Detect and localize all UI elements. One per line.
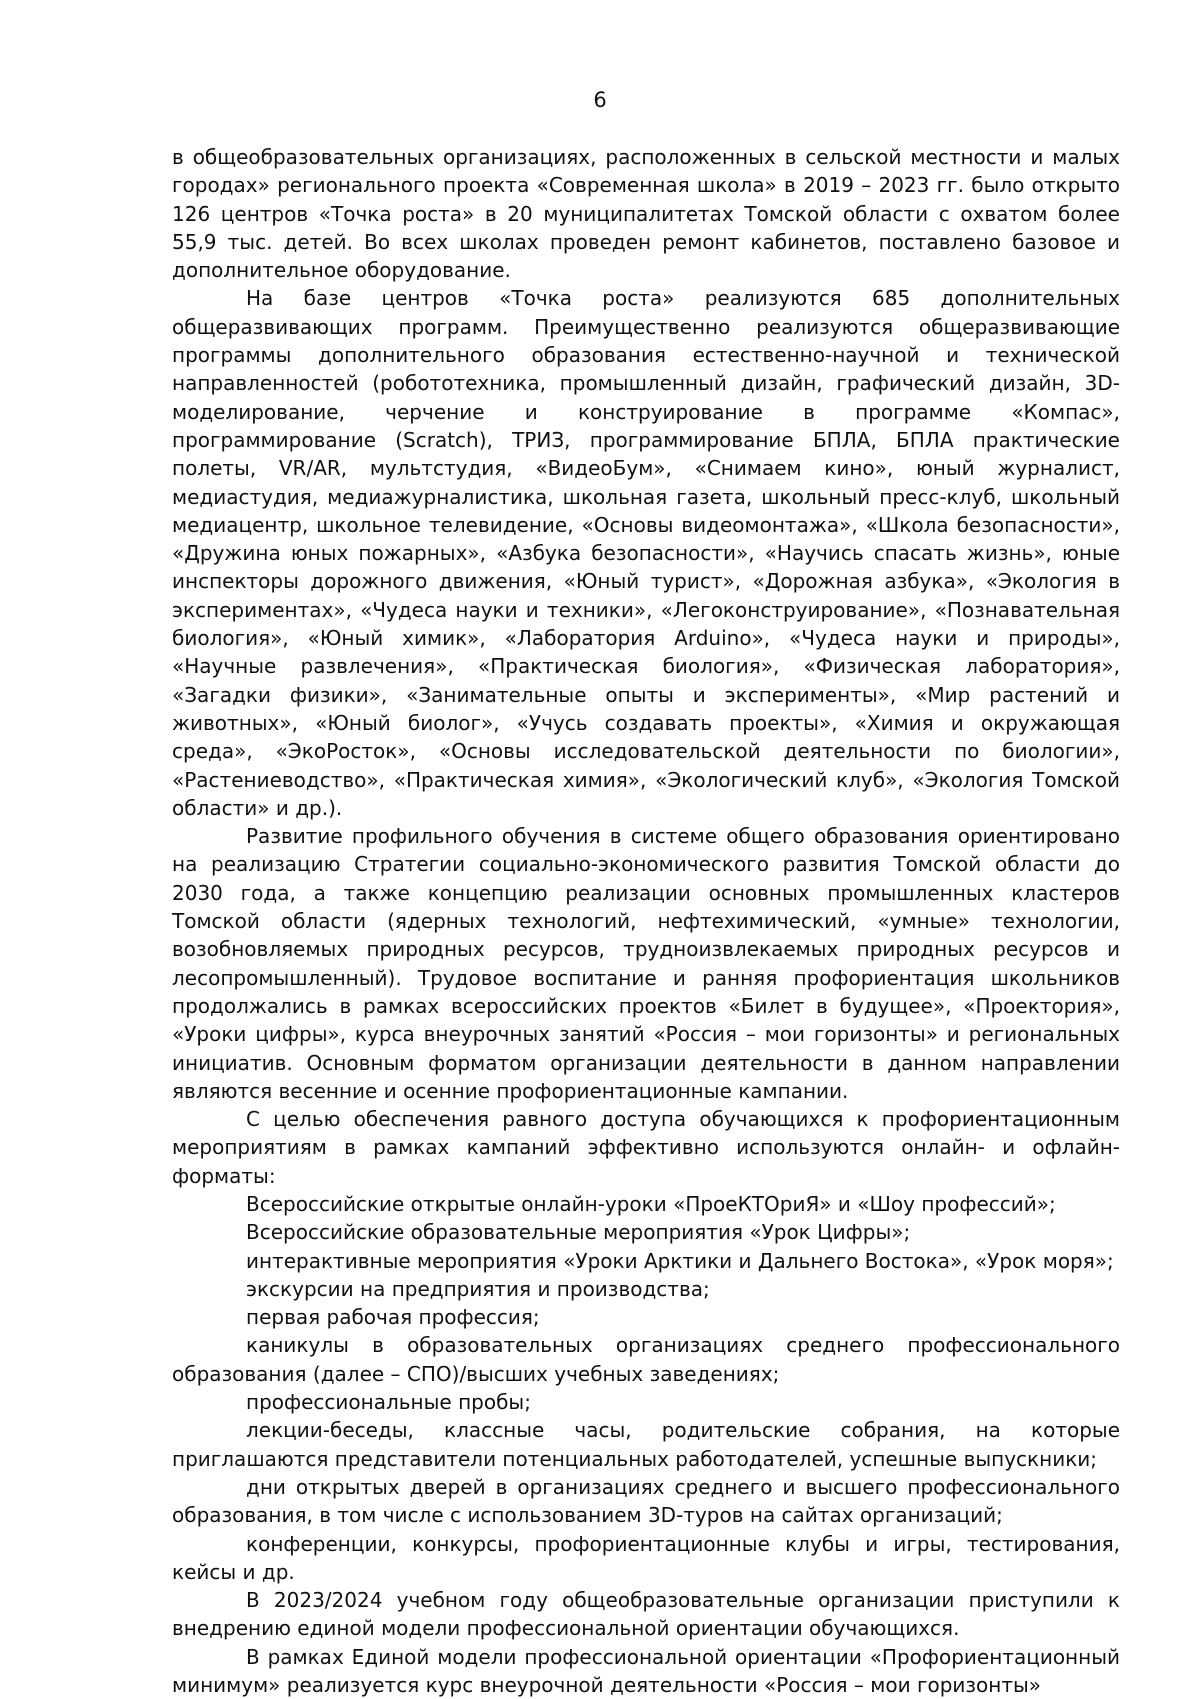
list-item: дни открытых дверей в организациях среднего и высшего профессионального образования, в том числе с использованием 3D-туров на сайтах организаций; [172,1474,1120,1528]
paragraph: Развитие профильного обучения в системе общего образования ориентировано на реализацию Стратегии социально-экономического развития Томской области до 2030 года, а также концепцию реализации основных промышленных кластеров Томской области (ядерных технологий, нефтехимический, «умные» технологии, возобновляемых природных ресурсов, трудноизвлекаемых природных ресурсов и лесопромышленный). Трудовое воспитание и ранняя профориентация школьников продолжались в рамках всероссийских проектов «Билет в будущее», «Проектория», «Уроки цифры», курса внеурочных занятий «Россия – мои горизонты» и региональных инициатив. Основным форматом организации деятельности в данном направлении являются весенние и осенние профориентационные кампании. [172,824,1120,1103]
paragraph: На базе центров «Точка роста» реализуются 685 дополнительных общеразвивающих программ. Преимущественно реализуются общеразвивающие программы дополнительного образования естественно-научной и технической направленностей (робототехника, промышленный дизайн, графический дизайн, 3D-моделирование, черчение и конструирование в программе «Компас», программирование (Scratch), ТРИЗ, программирование БПЛА, БПЛА практические полеты, VR/AR, мультстудия, «ВидеоБум», «Снимаем кино», юный журналист, медиастудия, медиажурналистика, школьная газета, школьный пресс-клуб, школьный медиацентр, школьное телевидение, «Основы видеомонтажа», «Школа безопасности», «Дружина юных пожарных», «Азбука безопасности», «Научись спасать жизнь», юные инспекторы дорожного движения, «Юный турист», «Дорожная азбука», «Экология в экспериментах», «Чудеса науки и техники», «Легоконструирование», «Познавательная биология», «Юный химик», «Лаборатория Arduino», «Чудеса науки и природы», «Научные развлечения», «Практическая биология», «Физическая лаборатория», «Загадки физики», «Занимательные опыты и эксперименты», «Мир растений и животных», «Юный биолог», «Учусь создавать проекты», «Химия и окружающая среда», «ЭкоРосток», «Основы исследовательской деятельности по биологии», «Растениеводство», «Практическая химия», «Экологический клуб», «Экология Томской области» и др.). [172,286,1120,820]
paragraph: в общеобразовательных организациях, расположенных в сельской местности и малых городах» регионального проекта «Современная школа» в 2019 – 2023 гг. было открыто 126 центров «Точка роста» в 20 муниципалитетах Томской области с охватом более 55,9 тыс. детей. Во всех школах проведен ремонт кабинетов, поставлено базовое и дополнительное оборудование. [172,145,1120,283]
document-body [172,143,1120,1699]
paragraph: С целью обеспечения равного доступа обучающихся к профориентационным мероприятиям в рамках кампаний эффективно используются онлайн- и офлайн-форматы: [172,1107,1120,1188]
list-item: конференции, конкурсы, профориентационные клубы и игры, тестирования, кейсы и др. [172,1531,1120,1584]
paragraph: В 2023/2024 учебном году общеобразовательные организации приступили к внедрению единой модели профессиональной ориентации обучающихся. [172,1588,1120,1641]
list-item: профессиональные пробы; [246,1390,531,1415]
list-item: лекции-беседы, классные часы, родительские собрания, на которые приглашаются представители потенциальных работодателей, успешные выпускники; [172,1418,1120,1471]
page-number: 6 [593,88,607,112]
paragraph: В рамках Единой модели профессиональной ориентации «Профориентационный минимум» реализуется курс внеурочной деятельности «Россия – мои горизонты» [172,1644,1120,1698]
list-item: Всероссийские образовательные мероприятия «Урок Цифры»; [246,1220,911,1245]
list-item: экскурсии на предприятия и производства; [246,1276,710,1301]
list-item: Всероссийские открытые онлайн-уроки «ПроеКТОриЯ» и «Шоу профессий»; [246,1191,1056,1216]
list-item: интерактивные мероприятия «Уроки Арктики и Дальнего Востока», «Урок моря»; [246,1248,1114,1273]
list-item: каникулы в образовательных организациях среднего профессионального образования (далее – СПО)/высших учебных заведениях; [172,1333,1120,1386]
list-item: первая рабочая профессия; [246,1305,540,1330]
